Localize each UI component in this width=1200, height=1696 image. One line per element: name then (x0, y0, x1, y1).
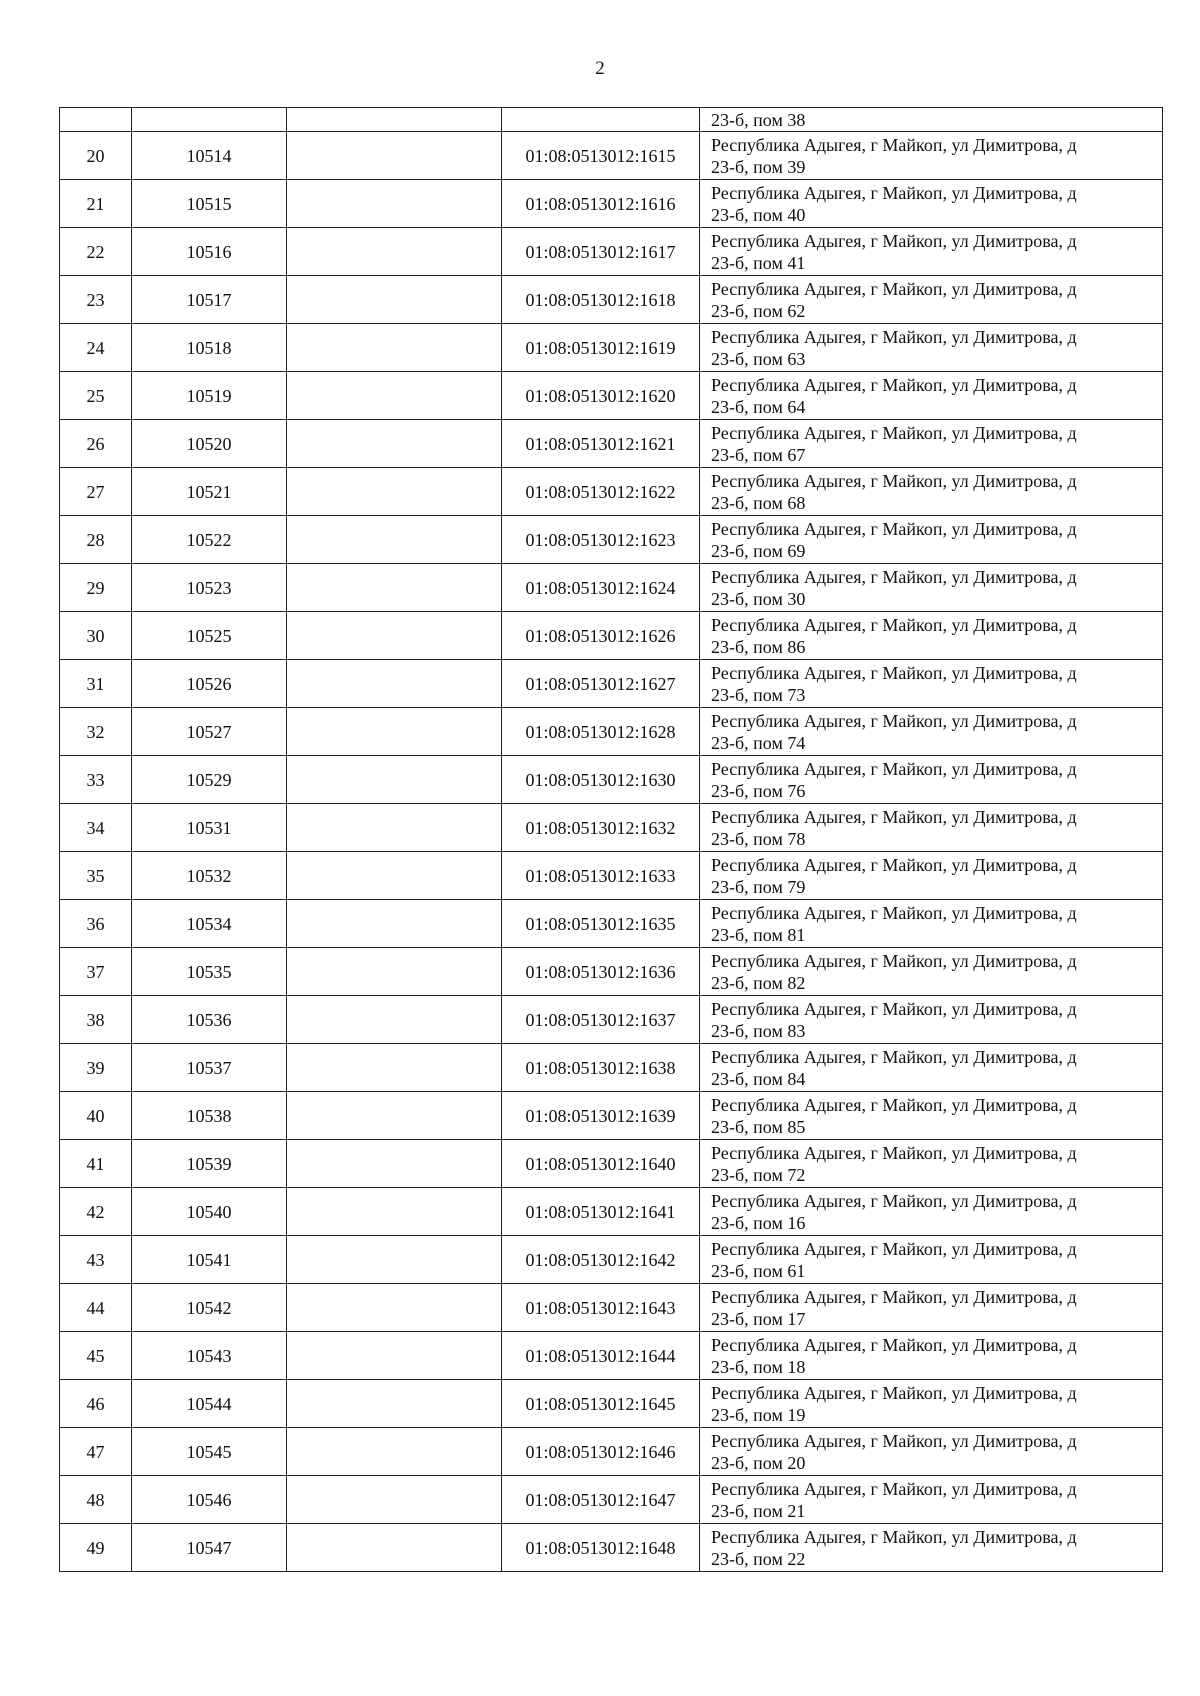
address-line-1: Республика Адыгея, г Майкоп, ул Димитрова, д (711, 1190, 1077, 1211)
address-cell (700, 852, 1163, 900)
address-line-2: 23-б, пом 41 (711, 252, 806, 273)
address-cell (700, 804, 1163, 852)
table-row (60, 996, 1163, 1044)
address-line-1: Республика Адыгея, г Майкоп, ул Димитрова, д (711, 470, 1077, 491)
object-id-cell: 10547 (132, 1524, 287, 1572)
address-line-2: 23-б, пом 83 (711, 1020, 806, 1041)
table-row (60, 1428, 1163, 1476)
address-cell (700, 660, 1163, 708)
row-number-cell: 41 (60, 1140, 132, 1188)
empty-cell (287, 756, 502, 804)
table-row (60, 228, 1163, 276)
empty-cell (287, 1476, 502, 1524)
table-row (60, 1524, 1163, 1572)
table-row-continuation (60, 108, 1163, 132)
object-id-cell: 10546 (132, 1476, 287, 1524)
object-id-cell: 10534 (132, 900, 287, 948)
empty-cell (287, 516, 502, 564)
empty-cell (287, 108, 502, 132)
table-row (60, 1140, 1163, 1188)
address-cell (700, 1428, 1163, 1476)
table-row (60, 708, 1163, 756)
empty-cell (287, 1284, 502, 1332)
row-number-cell: 45 (60, 1332, 132, 1380)
row-number-cell: 22 (60, 228, 132, 276)
object-id-cell: 10532 (132, 852, 287, 900)
table-row (60, 180, 1163, 228)
row-number-cell: 20 (60, 132, 132, 180)
address-line-2: 23-б, пом 72 (711, 1164, 806, 1185)
cadastral-number-cell: 01:08:0513012:1616 (502, 180, 700, 228)
cadastral-number-cell: 01:08:0513012:1630 (502, 756, 700, 804)
address-cell (700, 228, 1163, 276)
address-line-1: Республика Адыгея, г Майкоп, ул Димитрова, д (711, 278, 1077, 299)
address-line-2: 23-б, пом 84 (711, 1068, 806, 1089)
address-cell (700, 708, 1163, 756)
cadastral-number-cell (502, 108, 700, 132)
object-id-cell: 10544 (132, 1380, 287, 1428)
address-cell (700, 132, 1163, 180)
empty-cell (287, 324, 502, 372)
object-id-cell: 10538 (132, 1092, 287, 1140)
address-line-1: Республика Адыгея, г Майкоп, ул Димитрова, д (711, 998, 1077, 1019)
object-id-cell: 10525 (132, 612, 287, 660)
empty-cell (287, 708, 502, 756)
cadastral-number-cell: 01:08:0513012:1633 (502, 852, 700, 900)
table-row (60, 1476, 1163, 1524)
address-cell (700, 468, 1163, 516)
cadastral-number-cell: 01:08:0513012:1626 (502, 612, 700, 660)
object-id-cell: 10545 (132, 1428, 287, 1476)
row-number-cell: 39 (60, 1044, 132, 1092)
row-number-cell: 43 (60, 1236, 132, 1284)
address-cell (700, 1524, 1163, 1572)
property-table (59, 107, 1163, 1572)
address-line-1: Республика Адыгея, г Майкоп, ул Димитрова, д (711, 1478, 1077, 1499)
object-id-cell (132, 108, 287, 132)
address-line-2: 23-б, пом 64 (711, 396, 806, 417)
address-line-1: Республика Адыгея, г Майкоп, ул Димитрова, д (711, 758, 1077, 779)
cadastral-number-cell: 01:08:0513012:1643 (502, 1284, 700, 1332)
address-line-2: 23-б, пом 67 (711, 444, 806, 465)
object-id-cell: 10515 (132, 180, 287, 228)
address-cell (700, 276, 1163, 324)
property-table-body (60, 108, 1163, 1572)
address-cell (700, 996, 1163, 1044)
address-cell (700, 1236, 1163, 1284)
empty-cell (287, 1380, 502, 1428)
cadastral-number-cell: 01:08:0513012:1620 (502, 372, 700, 420)
row-number-cell: 40 (60, 1092, 132, 1140)
address-cell (700, 948, 1163, 996)
empty-cell (287, 468, 502, 516)
cadastral-number-cell: 01:08:0513012:1647 (502, 1476, 700, 1524)
cadastral-number-cell: 01:08:0513012:1632 (502, 804, 700, 852)
cadastral-number-cell: 01:08:0513012:1646 (502, 1428, 700, 1476)
address-cell (700, 564, 1163, 612)
address-cell (700, 108, 1163, 132)
address-line-2: 23-б, пом 79 (711, 876, 806, 897)
address-line-2: 23-б, пом 63 (711, 348, 806, 369)
address-line-1: Республика Адыгея, г Майкоп, ул Димитрова, д (711, 902, 1077, 923)
table-row (60, 1092, 1163, 1140)
address-line-2: 23-б, пом 74 (711, 732, 806, 753)
row-number-cell: 34 (60, 804, 132, 852)
row-number-cell: 29 (60, 564, 132, 612)
table-row (60, 1236, 1163, 1284)
cadastral-number-cell: 01:08:0513012:1638 (502, 1044, 700, 1092)
address-line-2: 23-б, пом 76 (711, 780, 806, 801)
table-row (60, 1188, 1163, 1236)
address-cell (700, 612, 1163, 660)
address-line-1: Республика Адыгея, г Майкоп, ул Димитрова, д (711, 1094, 1077, 1115)
cadastral-number-cell: 01:08:0513012:1639 (502, 1092, 700, 1140)
address-line-1: Республика Адыгея, г Майкоп, ул Димитрова, д (711, 566, 1077, 587)
object-id-cell: 10520 (132, 420, 287, 468)
table-row (60, 420, 1163, 468)
cadastral-number-cell: 01:08:0513012:1640 (502, 1140, 700, 1188)
address-line-2: 23-б, пом 30 (711, 588, 806, 609)
empty-cell (287, 852, 502, 900)
object-id-cell: 10516 (132, 228, 287, 276)
address-cell (700, 180, 1163, 228)
address-line-1: Республика Адыгея, г Майкоп, ул Димитрова, д (711, 1382, 1077, 1403)
address-line-2: 23-б, пом 81 (711, 924, 806, 945)
row-number-cell: 21 (60, 180, 132, 228)
row-number-cell: 25 (60, 372, 132, 420)
address-line-1: Республика Адыгея, г Майкоп, ул Димитрова, д (711, 518, 1077, 539)
address-tail: 23-б, пом 38 (711, 109, 806, 130)
table-row (60, 1332, 1163, 1380)
empty-cell (287, 996, 502, 1044)
row-number-cell: 23 (60, 276, 132, 324)
address-line-1: Республика Адыгея, г Майкоп, ул Димитрова, д (711, 1286, 1077, 1307)
address-cell (700, 1044, 1163, 1092)
row-number-cell: 32 (60, 708, 132, 756)
table-row (60, 468, 1163, 516)
cadastral-number-cell: 01:08:0513012:1644 (502, 1332, 700, 1380)
row-number-cell: 28 (60, 516, 132, 564)
empty-cell (287, 180, 502, 228)
object-id-cell: 10522 (132, 516, 287, 564)
object-id-cell: 10543 (132, 1332, 287, 1380)
empty-cell (287, 1188, 502, 1236)
address-line-1: Республика Адыгея, г Майкоп, ул Димитрова, д (711, 326, 1077, 347)
object-id-cell: 10539 (132, 1140, 287, 1188)
row-number-cell: 46 (60, 1380, 132, 1428)
table-row (60, 612, 1163, 660)
empty-cell (287, 228, 502, 276)
address-line-2: 23-б, пом 62 (711, 300, 806, 321)
row-number-cell: 42 (60, 1188, 132, 1236)
table-row (60, 852, 1163, 900)
address-line-1: Республика Адыгея, г Майкоп, ул Димитрова, д (711, 374, 1077, 395)
address-line-1: Республика Адыгея, г Майкоп, ул Димитрова, д (711, 1238, 1077, 1259)
object-id-cell: 10521 (132, 468, 287, 516)
row-number-cell: 30 (60, 612, 132, 660)
cadastral-number-cell: 01:08:0513012:1624 (502, 564, 700, 612)
table-row (60, 804, 1163, 852)
address-line-1: Республика Адыгея, г Майкоп, ул Димитрова, д (711, 1526, 1077, 1547)
object-id-cell: 10519 (132, 372, 287, 420)
empty-cell (287, 132, 502, 180)
table-row (60, 132, 1163, 180)
address-line-1: Республика Адыгея, г Майкоп, ул Димитрова, д (711, 1142, 1077, 1163)
empty-cell (287, 564, 502, 612)
empty-cell (287, 1092, 502, 1140)
object-id-cell: 10526 (132, 660, 287, 708)
row-number-cell: 24 (60, 324, 132, 372)
object-id-cell: 10514 (132, 132, 287, 180)
address-line-1: Республика Адыгея, г Майкоп, ул Димитрова, д (711, 710, 1077, 731)
row-number-cell: 38 (60, 996, 132, 1044)
table-row (60, 660, 1163, 708)
address-line-1: Республика Адыгея, г Майкоп, ул Димитрова, д (711, 230, 1077, 251)
address-line-2: 23-б, пом 61 (711, 1260, 806, 1281)
object-id-cell: 10541 (132, 1236, 287, 1284)
address-cell (700, 1284, 1163, 1332)
row-number-cell: 35 (60, 852, 132, 900)
object-id-cell: 10517 (132, 276, 287, 324)
cadastral-number-cell: 01:08:0513012:1627 (502, 660, 700, 708)
cadastral-number-cell: 01:08:0513012:1617 (502, 228, 700, 276)
address-cell (700, 1476, 1163, 1524)
cadastral-number-cell: 01:08:0513012:1637 (502, 996, 700, 1044)
object-id-cell: 10518 (132, 324, 287, 372)
empty-cell (287, 612, 502, 660)
table-row (60, 948, 1163, 996)
empty-cell (287, 1236, 502, 1284)
empty-cell (287, 372, 502, 420)
empty-cell (287, 1332, 502, 1380)
object-id-cell: 10536 (132, 996, 287, 1044)
row-number-cell: 48 (60, 1476, 132, 1524)
address-line-2: 23-б, пом 85 (711, 1116, 806, 1137)
address-cell (700, 420, 1163, 468)
empty-cell (287, 1044, 502, 1092)
empty-cell (287, 900, 502, 948)
cadastral-number-cell: 01:08:0513012:1615 (502, 132, 700, 180)
table-row (60, 564, 1163, 612)
table-row (60, 900, 1163, 948)
address-line-2: 23-б, пом 82 (711, 972, 806, 993)
address-line-1: Республика Адыгея, г Майкоп, ул Димитрова, д (711, 1334, 1077, 1355)
row-number-cell: 27 (60, 468, 132, 516)
empty-cell (287, 420, 502, 468)
address-line-2: 23-б, пом 18 (711, 1356, 806, 1377)
object-id-cell: 10537 (132, 1044, 287, 1092)
table-row (60, 372, 1163, 420)
object-id-cell: 10535 (132, 948, 287, 996)
address-cell (700, 372, 1163, 420)
object-id-cell: 10531 (132, 804, 287, 852)
address-cell (700, 324, 1163, 372)
object-id-cell: 10527 (132, 708, 287, 756)
address-cell (700, 900, 1163, 948)
address-line-1: Республика Адыгея, г Майкоп, ул Димитрова, д (711, 422, 1077, 443)
table-row (60, 756, 1163, 804)
address-line-1: Республика Адыгея, г Майкоп, ул Димитрова, д (711, 806, 1077, 827)
address-line-2: 23-б, пом 17 (711, 1308, 806, 1329)
address-line-1: Республика Адыгея, г Майкоп, ул Димитрова, д (711, 182, 1077, 203)
row-number-cell: 36 (60, 900, 132, 948)
address-line-1: Республика Адыгея, г Майкоп, ул Димитрова, д (711, 614, 1077, 635)
address-line-1: Республика Адыгея, г Майкоп, ул Димитрова, д (711, 950, 1077, 971)
address-line-1: Республика Адыгея, г Майкоп, ул Димитрова, д (711, 1046, 1077, 1067)
cadastral-number-cell: 01:08:0513012:1623 (502, 516, 700, 564)
object-id-cell: 10540 (132, 1188, 287, 1236)
address-cell (700, 1092, 1163, 1140)
cadastral-number-cell: 01:08:0513012:1635 (502, 900, 700, 948)
address-line-2: 23-б, пом 19 (711, 1404, 806, 1425)
row-number-cell: 33 (60, 756, 132, 804)
object-id-cell: 10542 (132, 1284, 287, 1332)
cadastral-number-cell: 01:08:0513012:1628 (502, 708, 700, 756)
row-number-cell: 31 (60, 660, 132, 708)
address-line-2: 23-б, пом 22 (711, 1548, 806, 1569)
address-cell (700, 516, 1163, 564)
table-row (60, 516, 1163, 564)
empty-cell (287, 276, 502, 324)
address-line-2: 23-б, пом 73 (711, 684, 806, 705)
address-line-2: 23-б, пом 86 (711, 636, 806, 657)
address-line-2: 23-б, пом 39 (711, 156, 806, 177)
address-line-1: Республика Адыгея, г Майкоп, ул Димитрова, д (711, 134, 1077, 155)
empty-cell (287, 804, 502, 852)
row-number-cell: 47 (60, 1428, 132, 1476)
empty-cell (287, 948, 502, 996)
row-number-cell: 37 (60, 948, 132, 996)
cadastral-number-cell: 01:08:0513012:1648 (502, 1524, 700, 1572)
address-cell (700, 1380, 1163, 1428)
table-row (60, 276, 1163, 324)
address-line-1: Республика Адыгея, г Майкоп, ул Димитрова, д (711, 1430, 1077, 1451)
address-cell (700, 1332, 1163, 1380)
table-row (60, 1284, 1163, 1332)
row-number-cell: 26 (60, 420, 132, 468)
empty-cell (287, 1140, 502, 1188)
address-line-2: 23-б, пом 40 (711, 204, 806, 225)
address-line-2: 23-б, пом 16 (711, 1212, 806, 1233)
empty-cell (287, 1524, 502, 1572)
table-row (60, 1380, 1163, 1428)
address-cell (700, 1140, 1163, 1188)
cadastral-number-cell: 01:08:0513012:1645 (502, 1380, 700, 1428)
table-row (60, 324, 1163, 372)
cadastral-number-cell: 01:08:0513012:1621 (502, 420, 700, 468)
address-line-2: 23-б, пом 69 (711, 540, 806, 561)
address-line-2: 23-б, пом 20 (711, 1452, 806, 1473)
object-id-cell: 10529 (132, 756, 287, 804)
address-line-1: Республика Адыгея, г Майкоп, ул Димитрова, д (711, 854, 1077, 875)
row-number-cell (60, 108, 132, 132)
empty-cell (287, 660, 502, 708)
row-number-cell: 49 (60, 1524, 132, 1572)
cadastral-number-cell: 01:08:0513012:1642 (502, 1236, 700, 1284)
address-cell (700, 756, 1163, 804)
cadastral-number-cell: 01:08:0513012:1618 (502, 276, 700, 324)
table-row (60, 1044, 1163, 1092)
cadastral-number-cell: 01:08:0513012:1641 (502, 1188, 700, 1236)
page-number: 2 (595, 58, 605, 79)
address-line-1: Республика Адыгея, г Майкоп, ул Димитрова, д (711, 662, 1077, 683)
address-line-2: 23-б, пом 68 (711, 492, 806, 513)
address-line-2: 23-б, пом 78 (711, 828, 806, 849)
empty-cell (287, 1428, 502, 1476)
cadastral-number-cell: 01:08:0513012:1636 (502, 948, 700, 996)
cadastral-number-cell: 01:08:0513012:1619 (502, 324, 700, 372)
row-number-cell: 44 (60, 1284, 132, 1332)
cadastral-number-cell: 01:08:0513012:1622 (502, 468, 700, 516)
object-id-cell: 10523 (132, 564, 287, 612)
address-line-2: 23-б, пом 21 (711, 1500, 806, 1521)
address-cell (700, 1188, 1163, 1236)
